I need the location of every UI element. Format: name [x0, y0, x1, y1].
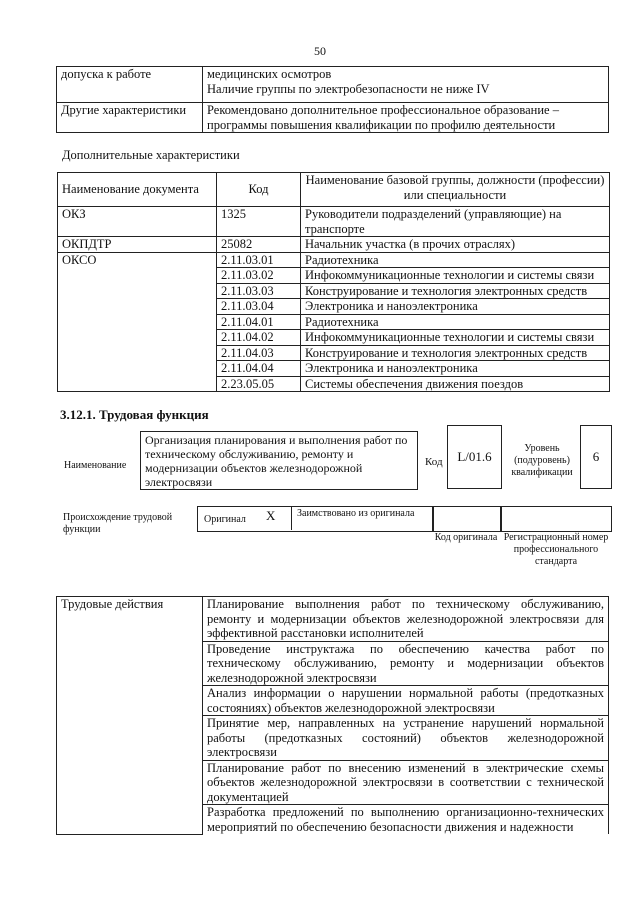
level-value: 6: [592, 449, 600, 464]
code-original-caption: Код оригинала: [434, 532, 498, 543]
table-header-row: [58, 173, 610, 207]
table-row: [58, 207, 610, 237]
table-row: [58, 237, 610, 253]
value-line: Рекомендовано дополнительное профессиональное образование –: [207, 103, 559, 117]
cell-name: Инфокоммуникационные технологии и системы связи: [301, 330, 610, 346]
action-item: Проведение инструктажа по обеспечению качества работ по техническому обслуживанию, ремонту и модернизации объектов железнодорожной электросвязи: [203, 641, 609, 686]
value-line: программы повышения квалификации по профилю деятельности: [207, 117, 556, 132]
cell-code: 2.11.04.01: [217, 314, 301, 330]
cell-doc: ОКЗ: [58, 207, 217, 237]
section-title: 3.12.1. Трудовая функция: [60, 407, 209, 422]
row-label: допуска к работе: [57, 67, 203, 103]
cell-name: Начальник участка (в прочих отраслях): [301, 237, 610, 253]
original-label: Оригинал: [204, 514, 246, 525]
cell-code: 2.11.03.01: [217, 252, 301, 268]
table-row: [57, 67, 609, 103]
header-name: Наименование базовой группы, должности (профессии) или специальности: [301, 173, 610, 207]
cell-code: 2.11.04.03: [217, 345, 301, 361]
function-name-box: [140, 431, 418, 490]
cell-code: 2.11.03.02: [217, 268, 301, 284]
header-code: Код: [217, 173, 301, 207]
cell-name: Конструирование и технология электронных средств: [301, 345, 610, 361]
function-code-value: L/01.6: [457, 449, 492, 464]
action-item: Принятие мер, направленных на устранение нарушений нормальной работы (предотказных состояний) объектов железнодорожной электросвязи: [203, 716, 609, 761]
cell-name: Руководители подразделений (управляющие) на транспорте: [301, 207, 610, 237]
cell-code: 25082: [217, 237, 301, 253]
labor-actions-table: [56, 596, 609, 835]
row-value: [203, 67, 609, 103]
classification-table: [57, 172, 610, 392]
value-line: Наличие группы по электробезопасности не ниже IV: [207, 81, 490, 96]
page-number: 50: [314, 44, 326, 58]
action-item: Анализ информации о нарушении нормальной работы (предотказных состояниях) объектов железнодорожной электросвязи: [203, 686, 609, 716]
action-item: Планирование выполнения работ по техническому обслуживанию, ремонту и модернизации объектов железнодорожной электросвязи для эффективной расстановки исполнителей: [203, 597, 609, 642]
actions-label: Трудовые действия: [57, 597, 203, 835]
cell-code: 2.11.03.03: [217, 283, 301, 299]
cell-name: Системы обеспечения движения поездов: [301, 376, 610, 392]
cell-code: 2.11.04.04: [217, 361, 301, 377]
origin-divider: [291, 506, 292, 530]
cell-doc: ОКПДТР: [58, 237, 217, 253]
function-code-box: [447, 425, 502, 489]
level-label: Уровень (подуровень) квалификации: [511, 443, 573, 478]
cell-code: 1325: [217, 207, 301, 237]
row-label: Другие характеристики: [57, 103, 203, 133]
cell-name: Электроника и наноэлектроника: [301, 299, 610, 315]
cell-doc: ОКСО: [58, 252, 217, 392]
table-row: [58, 252, 610, 268]
level-box: [580, 425, 612, 489]
cell-name: Инфокоммуникационные технологии и системы связи: [301, 268, 610, 284]
origin-label: Происхождение трудовой функции: [63, 512, 173, 535]
value-line: медицинских осмотров: [207, 67, 332, 81]
original-mark: X: [266, 508, 276, 523]
header-document: Наименование документа: [58, 173, 217, 207]
action-item: Планирование работ по внесению изменений в электрические схемы объектов железнодорожной электросвязи в соответствии с технической документацией: [203, 760, 609, 805]
name-label: Наименование: [64, 460, 127, 471]
cell-name: Радиотехника: [301, 314, 610, 330]
function-name-value: Организация планирования и выполнения работ по техническому обслуживанию, ремонту и модернизации объектов железнодорожной электросвязи: [145, 433, 408, 489]
cell-name: Радиотехника: [301, 252, 610, 268]
cell-code: 2.23.05.05: [217, 376, 301, 392]
origin-reg-box: [500, 506, 612, 532]
cell-code: 2.11.03.04: [217, 299, 301, 315]
origin-code-box: [432, 506, 502, 532]
cell-name: Конструирование и технология электронных средств: [301, 283, 610, 299]
reg-number-caption: Регистрационный номер профессионального стандарта: [503, 532, 609, 567]
action-item: Разработка предложений по выполнению организационно-технических мероприятий по обеспечению безопасности движения и надежности: [203, 805, 609, 835]
requirements-table: [56, 66, 609, 133]
additional-characteristics-title: Дополнительные характеристики: [62, 148, 240, 162]
code-label: Код: [425, 456, 443, 468]
table-row: [57, 597, 609, 642]
table-row: [57, 103, 609, 133]
borrowed-label: Заимствовано из оригинала: [297, 508, 415, 519]
row-value: [203, 103, 609, 133]
cell-code: 2.11.04.02: [217, 330, 301, 346]
cell-name: Электроника и наноэлектроника: [301, 361, 610, 377]
